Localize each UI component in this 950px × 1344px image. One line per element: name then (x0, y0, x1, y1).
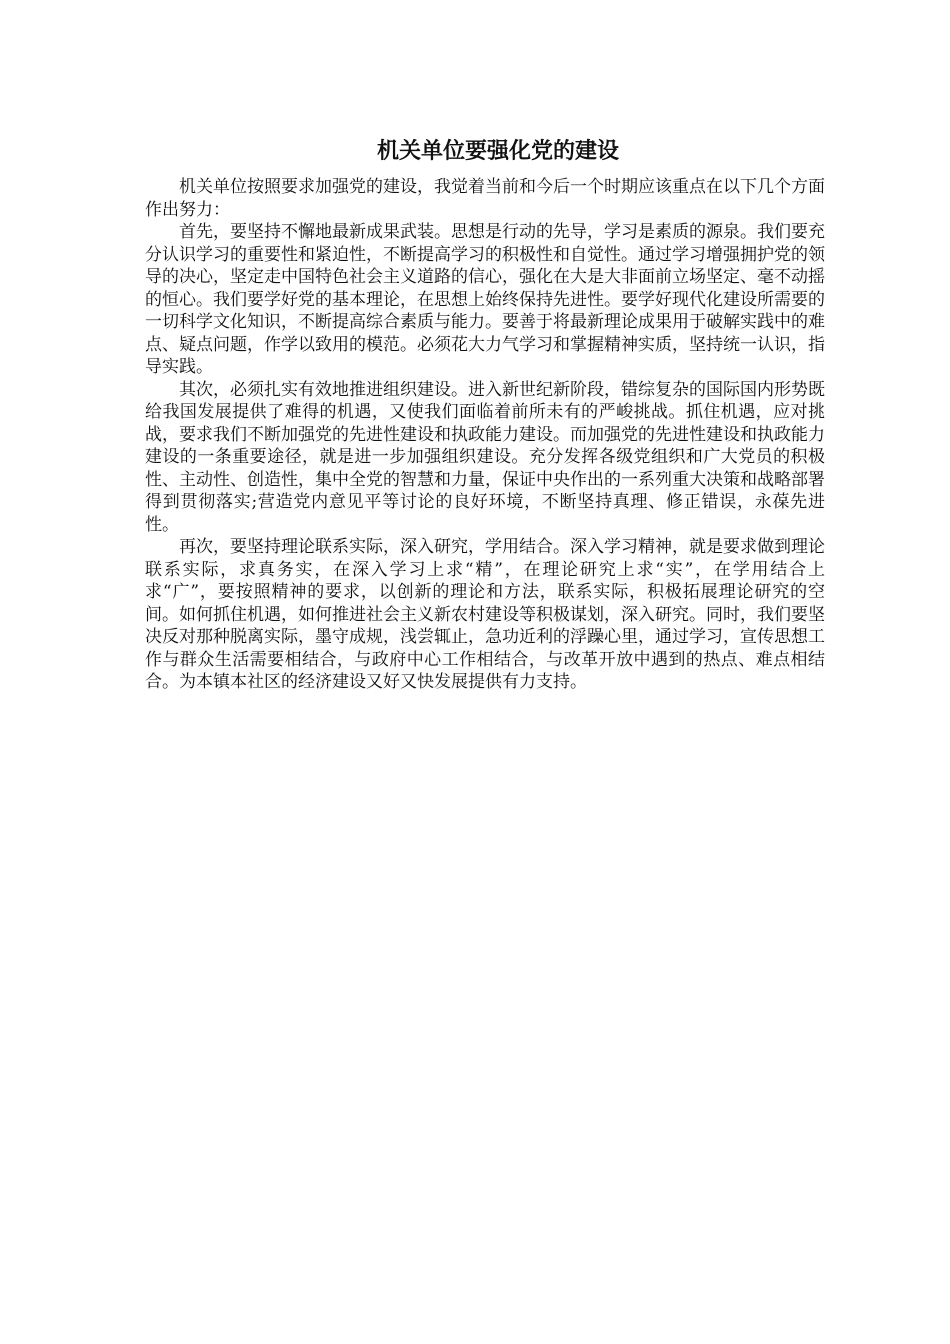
paragraph-first-point: 首先，要坚持不懈地最新成果武装。思想是行动的先导，学习是素质的源泉。我们要充分认识学习的重要性和紧迫性，不断提高学习的积极性和自觉性。通过学习增强拥护党的领导的决心，坚定走中国特色社会主义道路的信心，强化在大是大非面前立场坚定、毫不动摇的恒心。我们要学好党的基本理论，在思想上始终保持先进性。要学好现代化建设所需要的一切科学文化知识，不断提高综合素质与能力。要善于将最新理论成果用于破解实践中的难点、疑点问题，作学以致用的模范。必须花大力气学习和掌握精神实质，坚持统一认识，指导实践。 (145, 222, 825, 377)
document-body (145, 176, 825, 694)
document-title: 机关单位要强化党的建设 (376, 138, 619, 164)
paragraph-second-point: 其次，必须扎实有效地推进组织建设。进入新世纪新阶段，错综复杂的国际国内形势既给我国发展提供了难得的机遇，又使我们面临着前所未有的严峻挑战。抓住机遇，应对挑战，要求我们不断加强党的先进性建设和执政能力建设。而加强党的先进性建设和执政能力建设的一条重要途径，就是进一步加强组织建设。充分发挥各级党组织和广大党员的积极性、主动性、创造性，集中全党的智慧和力量，保证中央作出的一系列重大决策和战略部署得到贯彻落实;营造党内意见平等讨论的良好环境，不断坚持真理、修正错误，永葆先进性。 (145, 379, 825, 535)
paragraph-intro: 机关单位按照要求加强党的建设，我觉着当前和今后一个时期应该重点在以下几个方面作出努力： (145, 177, 825, 220)
paragraph-third-point: 再次，要坚持理论联系实际，深入研究，学用结合。深入学习精神，就是要求做到理论联系实际，求真务实，在深入学习上求“精”，在理论研究上求“实”，在学用结合上求“广”，要按照精神的要求，以创新的理论和方法，联系实际，积极拓展理论研究的空间。如何抓住机遇，如何推进社会主义新农村建设等积极谋划，深入研究。同时，我们要坚决反对那种脱离实际，墨守成规，浅尝辄止，急功近利的浮躁心里，通过学习，宣传思想工作与群众生活需要相结合，与政府中心工作相结合，与改革开放中遇到的热点、难点相结合。为本镇本社区的经济建设又好又快发展提供有力支持。 (145, 537, 825, 692)
